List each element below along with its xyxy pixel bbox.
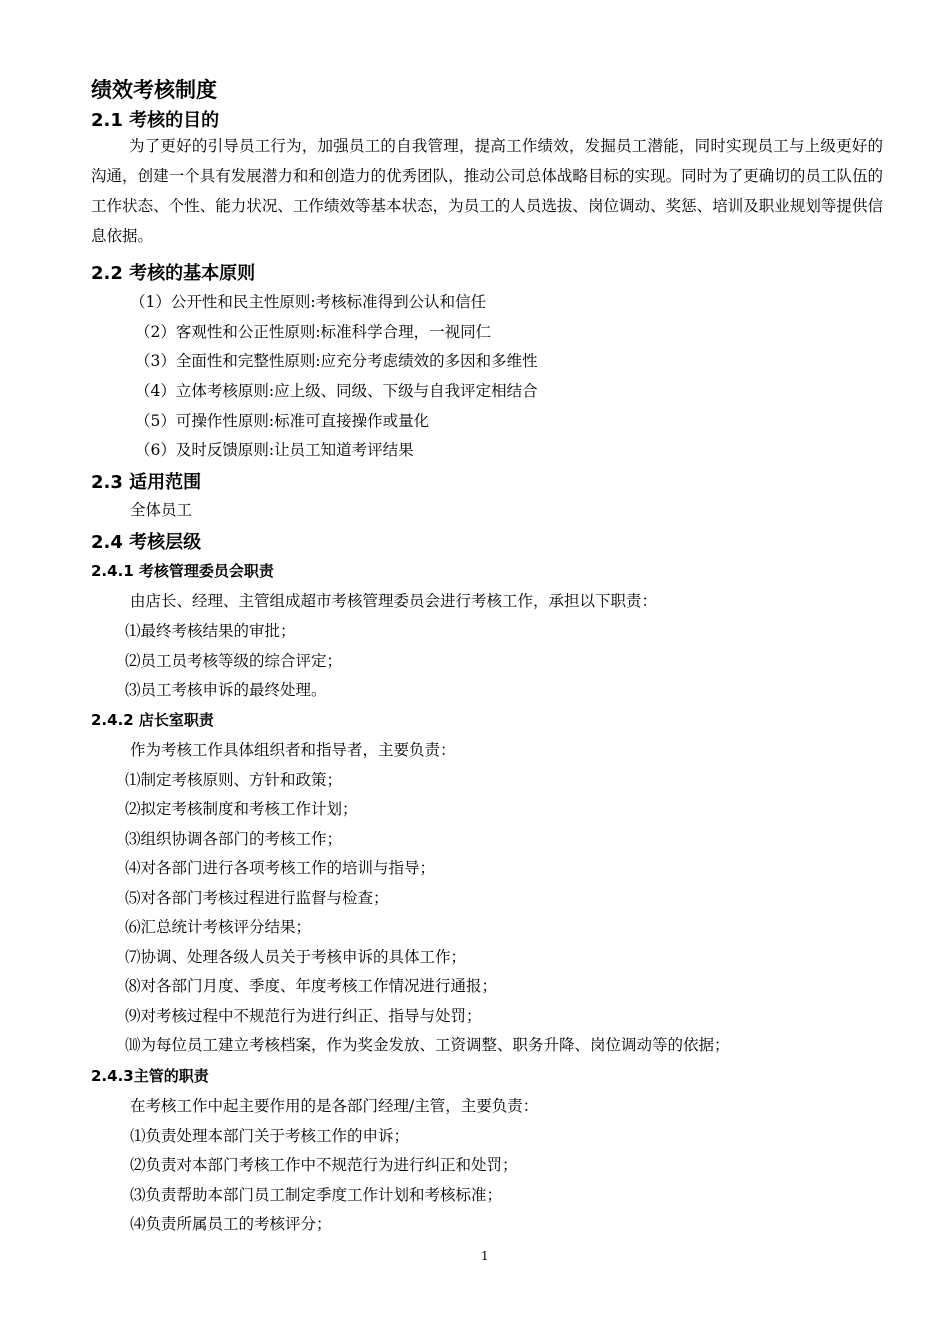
list-item: ⑺协调、处理各级人员关于考核申诉的具体工作； [125, 948, 467, 966]
list-item: ⑴最终考核结果的审批； [125, 622, 296, 640]
list-item: ⑶组织协调各部门的考核工作； [125, 830, 343, 848]
subsection-heading-2-4-2: 2.4.2 店长室职责 [91, 711, 214, 729]
principle-item: （2）客观性和公正性原则:标准科学合理，一视同仁 [135, 323, 492, 341]
list-item: ⑴制定考核原则、方针和政策； [125, 771, 343, 789]
document-title: 绩效考核制度 [91, 78, 217, 102]
section-heading-2-3: 2.3 适用范围 [91, 472, 202, 493]
subsection-intro: 作为考核工作具体组织者和指导者，主要负责： [130, 741, 456, 759]
page-number: 1 [481, 1249, 489, 1263]
section-2-1-paragraph: 为了更好的引导员工行为，加强员工的自我管理，提高工作绩效，发掘员工潜能，同时实现员工与上级更好的沟通，创建一个具有发展潜力和和创造力的优秀团队，推动公司总体战略目标的实现。同时为了更确切的员工队伍的工作状态、个性、能力状况、工作绩效等基本状态，为员工的人员选拔、岗位调动、奖惩、培训及职业规划等提供信息依据。 [91, 137, 883, 245]
list-item: ⑵员工员考核等级的综合评定； [125, 652, 343, 670]
list-item: ⑴负责处理本部门关于考核工作的申诉； [130, 1127, 410, 1145]
section-heading-2-4: 2.4 考核层级 [91, 532, 202, 553]
list-item: ⑵负责对本部门考核工作中不规范行为进行纠正和处罚； [130, 1156, 518, 1174]
section-heading-2-1: 2.1 考核的目的 [91, 110, 220, 131]
list-item: ⑹汇总统计考核评分结果； [125, 918, 312, 936]
list-item: ⑵拟定考核制度和考核工作计划； [125, 800, 358, 818]
principle-item: （1）公开性和民主性原则:考核标准得到公认和信任 [130, 293, 487, 311]
principle-item: （6）及时反馈原则:让员工知道考评结果 [135, 441, 414, 459]
list-item: ⑼对考核过程中不规范行为进行纠正、指导与处罚； [125, 1007, 482, 1025]
principle-item: （5）可操作性原则:标准可直接操作或量化 [135, 412, 430, 430]
list-item: ⑻对各部门月度、季度、年度考核工作情况进行通报； [125, 977, 498, 995]
list-item: ⑷对各部门进行各项考核工作的培训与指导； [125, 859, 436, 877]
principle-item: （4）立体考核原则:应上级、同级、下级与自我评定相结合 [135, 382, 538, 400]
list-item: ⑶负责帮助本部门员工制定季度工作计划和考核标准； [130, 1186, 503, 1204]
subsection-intro: 在考核工作中起主要作用的是各部门经理/主管，主要负责： [130, 1097, 539, 1115]
section-heading-2-2: 2.2 考核的基本原则 [91, 263, 256, 284]
list-item: ⑶员工考核申诉的最终处理。 [125, 681, 327, 699]
list-item: ⑸对各部门考核过程进行监督与检查； [125, 889, 389, 907]
subsection-heading-2-4-1: 2.4.1 考核管理委员会职责 [91, 562, 274, 580]
list-item: ⑷负责所属员工的考核评分； [130, 1215, 332, 1233]
scope-text: 全体员工 [130, 501, 193, 519]
subsection-heading-2-4-3: 2.4.3主管的职责 [91, 1067, 209, 1085]
list-item: ⑽为每位员工建立考核档案，作为奖金发放、工资调整、职务升降、岗位调动等的依据； [125, 1036, 730, 1054]
principle-item: （3）全面性和完整性原则:应充分考虑绩效的多因和多维性 [135, 352, 538, 370]
subsection-intro: 由店长、经理、主管组成超市考核管理委员会进行考核工作，承担以下职责： [130, 592, 658, 610]
